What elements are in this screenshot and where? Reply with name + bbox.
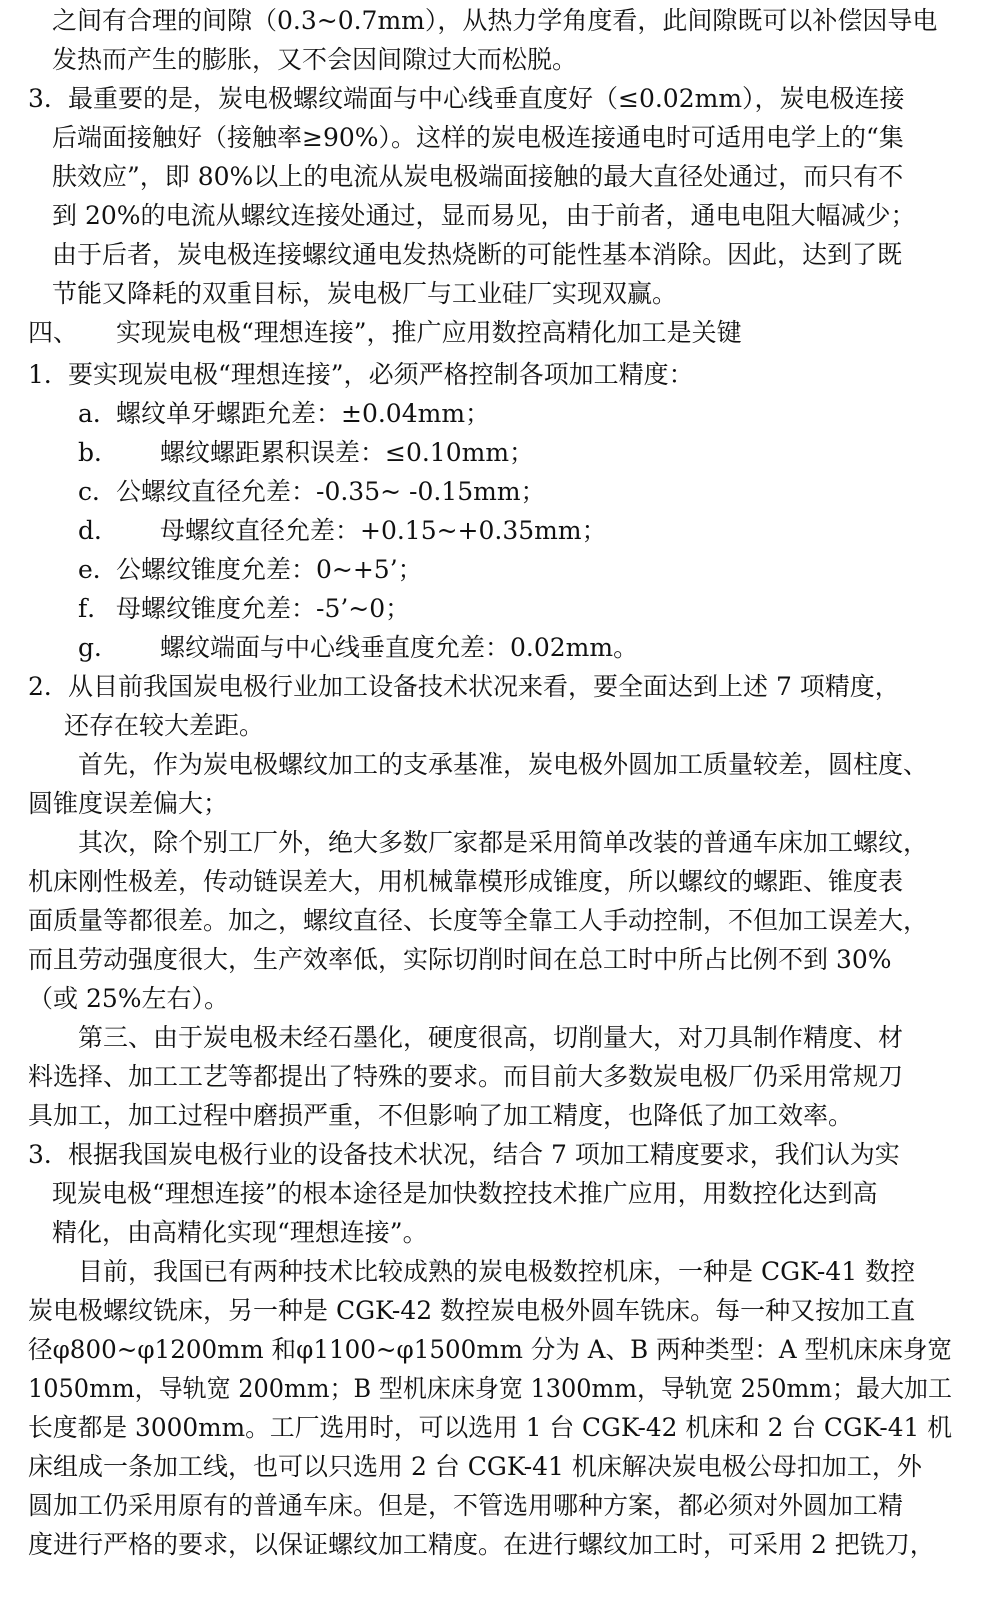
item-number: 1． <box>28 360 69 389</box>
item-number: 3． <box>28 1140 69 1169</box>
section-title: 实现炭电极“理想连接”，推广应用数控高精化加工是关键 <box>116 318 742 347</box>
item-number: 3． <box>28 84 69 113</box>
item-number: 2． <box>28 672 69 701</box>
section-number: 四、 <box>28 318 79 347</box>
document-page: 之间有合理的间隙（0.3~0.7mm），从热力学角度看，此间隙既可以补偿因导电 发热而产生的膨胀，又不会因间隙过大而松脱。 3． 最重要的是，炭电极螺纹端面与中心线垂直度好（≤0.02mm），炭电极连接 后端面接触好（接触率≥90%）。这样的炭电极连接通电时可适用电学上的“集 肤效应”，即 80%以上的电流从炭电极端面接触的最大直径处通过，而只有不 到 20%的电流从螺纹连接处通过，显而易见，由于前者，通电电阻大幅减少； 由于后者，炭电极连接螺纹通电发热烧断的可能性基本消除。因此，达到了既 节能又降耗的双重目标，炭电极厂与工业硅厂实现双赢。 四、 实现炭电极“理想连接”，推广应用数控高精化加工是关键 1． 要实现炭电极“理想连接”，必须严格控制各项加工精度： a． 螺纹单牙螺距允差：±0.04mm； b． 螺纹螺距累积误差：≤0.10mm； c． 公螺纹直径允差：-0.35~ -0.15mm； d． 母螺纹直径允差：+0.15~+0.35mm； e． 公螺纹锥度允差：0~+5’； f． 母螺纹锥度允差：-5’~0； g． 螺纹端面与中心线垂直度允差：0.02mm。 2． 从目前我国炭电极行业加工设备技术状况来看，要全面达到上述 7 项精度， 还存在较大差距。 首先，作为炭电极螺纹加工的支承基准，炭电极外圆加工质量较差，圆柱度、 圆锥度误差偏大； 其次，除个别工厂外，绝大多数厂家都是采用简单改装的普通车床加工螺纹， 机床刚性极差，传动链误差大，用机械靠模形成锥度，所以螺纹的螺距、锥度表 面质量等都很差。加之，螺纹直径、长度等全靠工人手动控制，不但加工误差大， 而且劳动强度很大，生产效率低，实际切削时间在总工时中所占比例不到 30% （或 25%左右）。 第三、由于炭电极未经石墨化，硬度很高，切削量大，对刀具制作精度、材 料选择、加工工艺等都提出了特殊的要求。而目前大多数炭电极厂仍采用常规刀 具加工，加工过程中磨损严重，不但影响了加工精度，也降低了加工效率。 3． 根据我国炭电极行业的设备技术状况，结合 7 项加工精度要求，我们认为实 现炭电极“理想连接”的根本途径是加快数控技术推广应用，用数控化达到高 精化，由高精化实现“理想连接”。 目前，我国已有两种技术比较成熟的炭电极数控机床，一种是 CGK-41 数控 炭电极螺纹铣床，另一种是 CGK-42 数控炭电极外圆车铣床。每一种又按加工直 径φ800~φ1200mm 和φ1100~φ1500mm 分为 A、B 两种类型：A 型机床床身宽 1050mm，导轨宽 200mm；B 型机床床身宽 1300mm，导轨宽 250mm；最大加工 长度都是 3000mm。工厂选用时，可以选用 1 台 CGK-42 机床和 2 台 CGK-41 机 床组成一条加工线，也可以只选用 2 台 CGK-41 机床解决炭电极公母扣加工，外 圆加工仍采用原有的普通车床。但是，不管选用哪种方案，都必须对外圆加工精 度进行严格的要求，以保证螺纹加工精度。在进行螺纹加工时，可采用 2 把铣刀， <box>28 6 952 1559</box>
